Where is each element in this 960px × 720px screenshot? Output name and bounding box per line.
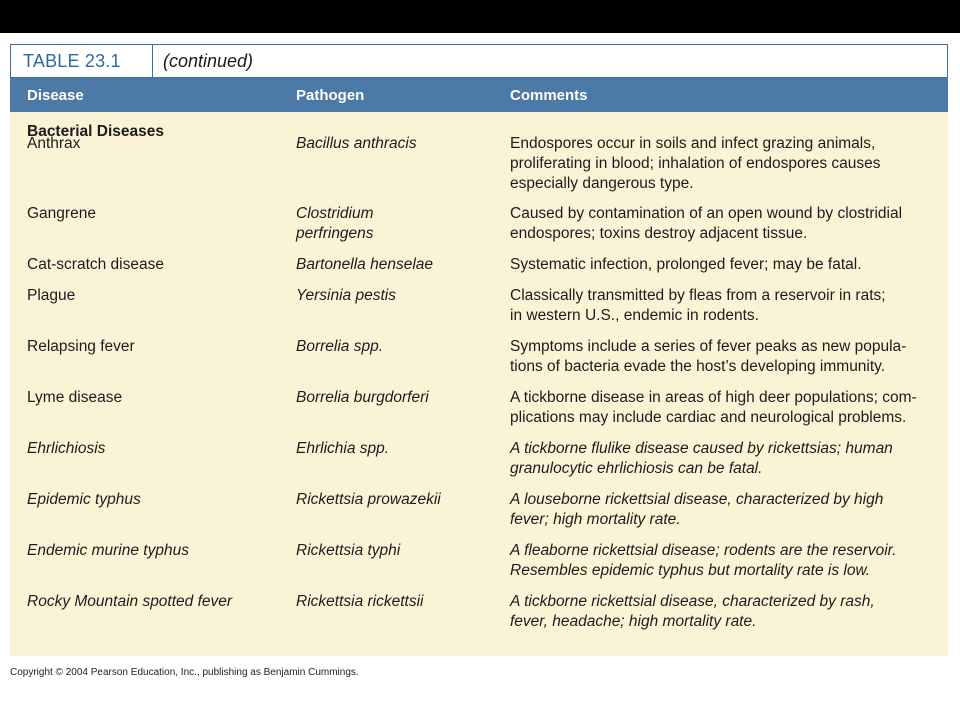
header-disease: Disease <box>27 87 84 104</box>
disease-cell-line: Ehrlichiosis <box>27 440 106 457</box>
comments-cell <box>510 337 938 377</box>
disease-cell <box>27 134 287 154</box>
pathogen-cell-line: Borrelia spp. <box>296 338 384 355</box>
disease-cell-line: Relapsing fever <box>27 338 135 355</box>
comments-cell-line: endospores; toxins destroy adjacent tissue. <box>510 225 808 242</box>
disease-cell <box>27 337 287 357</box>
comments-cell-line: proliferating in blood; inhalation of endospores causes <box>510 155 881 172</box>
section-title: Bacterial Diseases <box>27 123 165 140</box>
comments-cell-line: in western U.S., endemic in rodents. <box>510 307 759 324</box>
pathogen-cell <box>296 541 496 561</box>
pathogen-cell <box>296 490 496 510</box>
disease-cell-line: Gangrene <box>27 205 96 222</box>
comments-cell <box>510 541 938 581</box>
continued-label: (continued) <box>163 50 254 71</box>
pathogen-cell-line: Bartonella henselae <box>296 256 434 273</box>
comments-cell-line: A tickborne disease in areas of high deer populations; com- <box>510 389 917 406</box>
copyright-notice: Copyright © 2004 Pearson Education, Inc., publishing as Benjamin Cummings. <box>10 667 359 678</box>
disease-cell-line: Rocky Mountain spotted fever <box>27 593 233 610</box>
pathogen-cell-line: Borrelia burgdorferi <box>296 389 429 406</box>
pathogen-cell <box>296 286 496 306</box>
pathogen-cell-line: Rickettsia rickettsii <box>296 593 424 610</box>
disease-cell <box>27 204 287 224</box>
disease-cell-line: Endemic murine typhus <box>27 542 189 559</box>
comments-cell-line: plications may include cardiac and neurological problems. <box>510 409 907 426</box>
table-number: TABLE 23.1 <box>11 45 153 77</box>
pathogen-cell-line: Rickettsia prowazekii <box>296 491 441 508</box>
pathogen-cell-line: Ehrlichia spp. <box>296 440 390 457</box>
header-comments: Comments <box>510 87 588 104</box>
comments-cell-line: A fleaborne rickettsial disease; rodents are the reservoir. <box>510 542 897 559</box>
comments-cell <box>510 134 938 194</box>
pathogen-cell-line: Rickettsia typhi <box>296 542 401 559</box>
pathogen-cell-line: perfringens <box>296 225 374 242</box>
comments-cell-line: fever, headache; high mortality rate. <box>510 613 757 630</box>
comments-cell <box>510 204 938 244</box>
disease-cell-line: Plague <box>27 287 76 304</box>
table-title-row <box>10 44 948 78</box>
comments-cell-line: Endospores occur in soils and infect grazing animals, <box>510 135 876 152</box>
comments-cell <box>510 490 938 530</box>
top-black-bar <box>0 0 960 33</box>
table-header-row <box>10 78 948 112</box>
pathogen-cell <box>296 204 496 244</box>
pathogen-cell <box>296 592 496 612</box>
disease-cell-line: Lyme disease <box>27 389 123 406</box>
disease-cell <box>27 286 287 306</box>
comments-cell-line: Caused by contamination of an open wound by clostridial <box>510 205 903 222</box>
comments-cell-line: A tickborne rickettsial disease, characterized by rash, <box>510 593 875 610</box>
header-pathogen: Pathogen <box>296 87 365 104</box>
pathogen-cell-line: Clostridium <box>296 205 374 222</box>
disease-cell <box>27 255 287 275</box>
disease-cell <box>27 541 287 561</box>
comments-cell-line: fever; high mortality rate. <box>510 511 681 528</box>
comments-cell-line: especially dangerous type. <box>510 175 694 192</box>
disease-cell-line: Epidemic typhus <box>27 491 141 508</box>
comments-cell-line: A louseborne rickettsial disease, characterized by high <box>510 491 884 508</box>
disease-cell <box>27 490 287 510</box>
disease-cell-line: Anthrax <box>27 135 81 152</box>
pathogen-cell <box>296 134 496 154</box>
pathogen-cell <box>296 439 496 459</box>
pathogen-cell <box>296 337 496 357</box>
comments-cell-line: Classically transmitted by fleas from a reservoir in rats; <box>510 287 886 304</box>
pathogen-cell-line: Yersinia pestis <box>296 287 396 304</box>
pathogen-cell <box>296 255 496 275</box>
comments-cell-line: Symptoms include a series of fever peaks as new popula- <box>510 338 907 355</box>
comments-cell <box>510 439 938 479</box>
disease-cell <box>27 592 287 612</box>
comments-cell-line: Systematic infection, prolonged fever; may be fatal. <box>510 256 862 273</box>
comments-cell <box>510 255 938 275</box>
comments-cell-line: Resembles epidemic typhus but mortality rate is low. <box>510 562 871 579</box>
pathogen-cell-line: Bacillus anthracis <box>296 135 417 152</box>
pathogen-cell <box>296 388 496 408</box>
comments-cell <box>510 286 938 326</box>
disease-cell-line: Cat-scratch disease <box>27 256 164 273</box>
disease-cell <box>27 388 287 408</box>
comments-cell <box>510 592 938 632</box>
table-23-1 <box>10 44 948 656</box>
comments-cell <box>510 388 938 428</box>
disease-cell <box>27 439 287 459</box>
comments-cell-line: A tickborne flulike disease caused by rickettsias; human <box>510 440 893 457</box>
table-body <box>10 112 948 656</box>
comments-cell-line: granulocytic ehrlichiosis can be fatal. <box>510 460 763 477</box>
comments-cell-line: tions of bacteria evade the host’s developing immunity. <box>510 358 886 375</box>
